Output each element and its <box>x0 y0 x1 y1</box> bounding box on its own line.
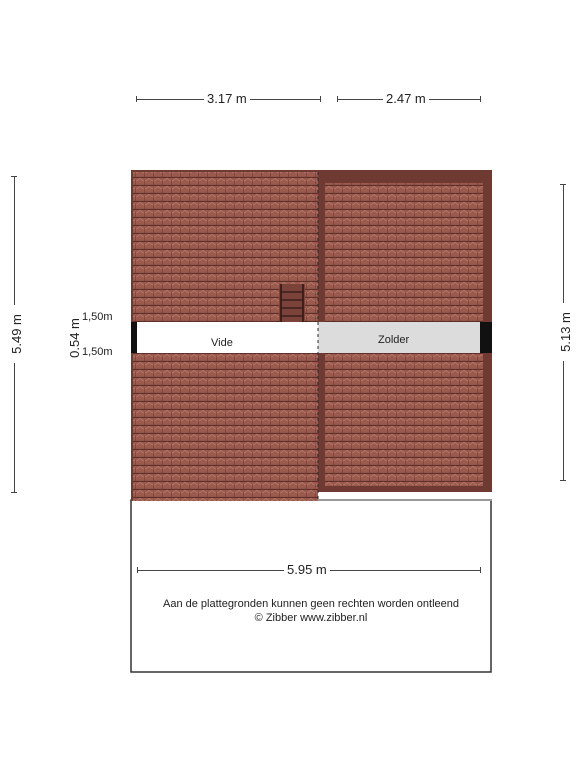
room-label-zolder: Zolder <box>378 334 410 346</box>
dim-label-right: 5.13 m <box>558 303 574 361</box>
dim-label-opening: 0.54 m <box>67 309 83 367</box>
dim-tick <box>137 567 138 573</box>
dim-label-top-right: 2.47 m <box>383 91 429 107</box>
dim-label-bottom: 5.95 m <box>284 562 330 578</box>
label-opening-top: 1,50m <box>82 311 113 323</box>
floor-outline-bottom <box>131 500 491 672</box>
dim-label-left: 5.49 m <box>9 305 25 363</box>
room-label-vide: Vide <box>211 337 233 349</box>
ladder-icon <box>276 284 308 325</box>
wall-left <box>131 322 137 353</box>
dim-label-top-left: 3.17 m <box>204 91 250 107</box>
label-opening-bottom: 1,50m <box>82 346 113 358</box>
wall-right <box>480 322 492 353</box>
disclaimer-text: Aan de plattegronden kunnen geen rechten worden ontleend <box>162 598 459 610</box>
copyright-text: © Zibber www.zibber.nl <box>254 612 368 624</box>
dim-tick <box>480 567 481 573</box>
